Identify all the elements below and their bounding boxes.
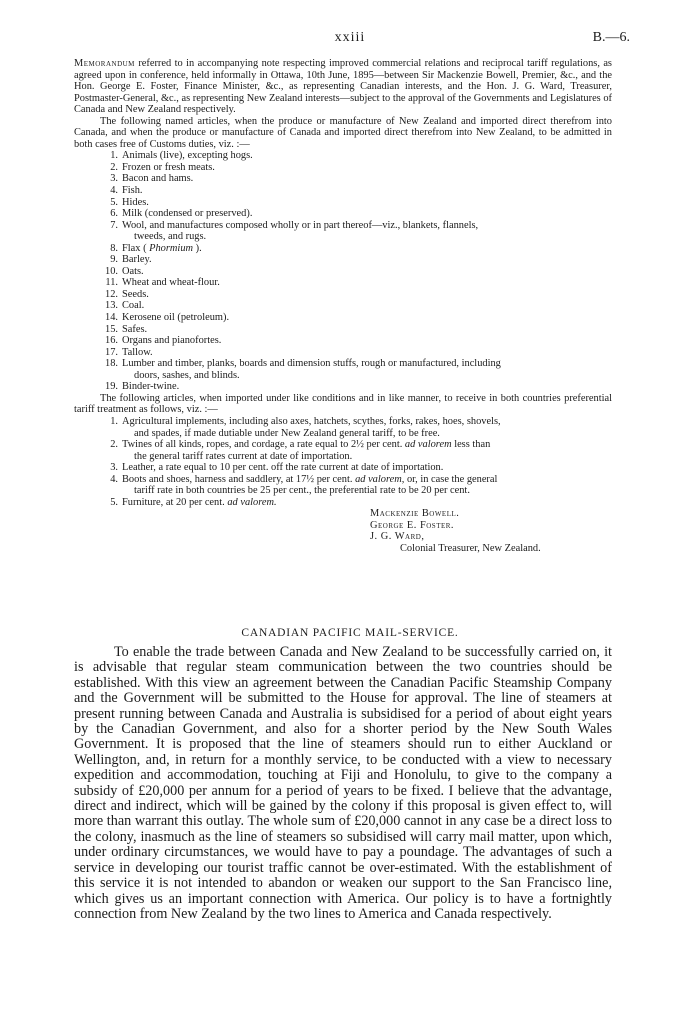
signature-ward: J. G. Ward, xyxy=(370,531,425,543)
signature-title: Colonial Treasurer, New Zealand. xyxy=(400,542,541,554)
free-item xyxy=(74,300,612,312)
item-text: Lumber and timber, planks, boards and dimension stuffs, rough or manufactured, including xyxy=(122,358,501,370)
free-item xyxy=(74,254,612,266)
item-italic-text: ad valorem. xyxy=(227,496,277,508)
item-text: Wheat and wheat-flour. xyxy=(122,277,220,289)
free-item xyxy=(74,347,612,359)
document-reference: B.—6. xyxy=(592,30,630,45)
item-number: 19. xyxy=(105,381,118,393)
signature-foster: George E. Foster. xyxy=(370,519,455,531)
pref-item xyxy=(74,416,612,439)
item-text: Milk (condensed or preserved). xyxy=(122,208,253,220)
item-number: 2. xyxy=(110,161,118,173)
item-text: Furniture, at 20 per cent. xyxy=(122,496,225,508)
free-item xyxy=(74,173,612,185)
item-text: Coal. xyxy=(122,300,145,312)
item-number: 9. xyxy=(110,254,118,266)
item-continuation: and spades, if made dutiable under New Zealand general tariff, to be free. xyxy=(134,427,440,439)
item-text: Flax ( xyxy=(122,242,147,254)
item-number: 7. xyxy=(110,219,118,231)
item-text: Barley. xyxy=(122,254,152,266)
item-text: Animals (live), excepting hogs. xyxy=(122,150,253,162)
item-number: 14. xyxy=(105,312,118,324)
free-item xyxy=(74,162,612,174)
item-text: Leather, a rate equal to 10 per cent. off the rate current at date of importation. xyxy=(122,462,444,474)
item-text-after: ). xyxy=(195,242,202,254)
item-number: 17. xyxy=(105,346,118,358)
item-text: Fish. xyxy=(122,185,143,197)
item-number: 5. xyxy=(110,496,118,508)
item-text: Wool, and manufactures composed wholly or in part thereof—viz., blankets, flannels, xyxy=(122,219,479,231)
free-item xyxy=(74,277,612,289)
item-text: Boots and shoes, harness and saddlery, at 17½ per cent. xyxy=(122,473,353,485)
signatures xyxy=(370,508,612,554)
item-number: 4. xyxy=(110,185,118,197)
free-item xyxy=(74,243,612,255)
free-item xyxy=(74,381,612,393)
signature-bowell: Mackenzie Bowell. xyxy=(370,508,460,520)
section-paragraph: To enable the trade between Canada and New Zealand to be successfully carried on, it is advisable that regular steam communication between the two countries should be established. With this view an agreement between the Canadian Pacific Steamship Company and the Government will be submitted to the House for approval. The line of steamers at present running between Canada and Australia is subsidised for a period of about eight years by the Canadian Government, and also for a shorter period by the New South Wales Government. It is proposed that the line of steamers should run to either Auckland or Wellington, and, in return for a monthly service, to be conducted with a view to necessary expedition and accommodation, touching at Fiji and Honolulu, to give to the company a subsidy of £20,000 per annum for a period of years to be fixed. I believe that the advantage, direct and indirect, which will be gained by the colony if this proposal is given effect to, will more than warrant this outlay. The whole sum of £20,000 cannot in any case be a direct loss to the colony, inasmuch as the line of steamers so subsidised will carry mail matter, upon which, under ordinary circumstances, we would have to pay a poundage. The advantages of such a service in developing our tourist traffic cannot be over-estimated. With the establishment of this service it is not intended to abandon or weaken our support to the San Francisco line, which gives us an important connection with America. Our policy is to have a fortnightly connection from New Zealand by the two lines to America and Canada respectively. xyxy=(74,644,612,922)
free-item xyxy=(74,220,612,243)
preferential-articles-list xyxy=(74,416,612,508)
free-item xyxy=(74,335,612,347)
free-item xyxy=(74,324,612,336)
item-number: 8. xyxy=(110,242,118,254)
item-text: Organs and pianofortes. xyxy=(122,335,222,347)
item-number: 1. xyxy=(110,150,118,162)
item-number: 2. xyxy=(110,439,118,451)
item-text: Kerosene oil (petroleum). xyxy=(122,312,230,324)
item-text: Tallow. xyxy=(122,346,153,358)
item-text: Binder-twine. xyxy=(122,381,180,393)
item-number: 6. xyxy=(110,208,118,220)
item-number: 1. xyxy=(110,415,118,427)
item-number: 11. xyxy=(105,277,118,289)
free-item xyxy=(74,312,612,324)
item-continuation: the general tariff rates current at date of importation. xyxy=(134,450,353,462)
item-text-after: or, in case the general xyxy=(406,473,498,485)
page-number: xxiii xyxy=(334,30,366,45)
item-number: 16. xyxy=(105,335,118,347)
memorandum-intro xyxy=(74,58,612,116)
item-number: 12. xyxy=(105,288,118,300)
free-item xyxy=(74,197,612,209)
free-item xyxy=(74,289,612,301)
item-number: 3. xyxy=(110,173,118,185)
item-number: 3. xyxy=(110,462,118,474)
item-italic-text: ad valorem, xyxy=(355,473,405,485)
item-text-after: less than xyxy=(454,439,491,451)
preferential-articles-intro: The following articles, when imported under like conditions and in like manner, to receive in both countries preferential tariff treatment as follows, viz. :— xyxy=(74,392,612,416)
item-text: Bacon and hams. xyxy=(122,173,194,185)
item-number: 18. xyxy=(105,358,118,370)
section-title: CANADIAN PACIFIC MAIL-SERVICE. xyxy=(241,627,459,639)
free-articles-intro: The following named articles, when the produce or manufacture of New Zealand and imported direct therefrom into Canada, and when the produce or manufacture of Canada and imported direct therefrom into New Zealand, to be admitted in both cases free of Customs duties, viz. :— xyxy=(74,115,612,150)
pref-item xyxy=(74,462,612,474)
item-text: Oats. xyxy=(122,265,144,277)
item-number: 13. xyxy=(105,300,118,312)
item-number: 15. xyxy=(105,323,118,335)
free-item xyxy=(74,185,612,197)
item-continuation: tariff rate in both countries be 25 per cent., the preferential rate to be 20 per cent. xyxy=(134,485,470,497)
item-text: Safes. xyxy=(122,323,148,335)
pref-item xyxy=(74,439,612,462)
item-number: 10. xyxy=(105,265,118,277)
item-continuation: tweeds, and rugs. xyxy=(134,231,207,243)
pref-item xyxy=(74,497,612,509)
item-italic-text: Phormium xyxy=(149,242,194,254)
item-continuation: doors, sashes, and blinds. xyxy=(134,369,240,381)
free-articles-list xyxy=(74,150,612,392)
item-text: Frozen or fresh meats. xyxy=(122,161,215,173)
free-item xyxy=(74,208,612,220)
item-text: Twines of all kinds, ropes, and cordage, a rate equal to 2½ per cent. xyxy=(122,439,403,451)
memorandum-lead-word: Memorandum xyxy=(74,58,135,69)
item-text: Hides. xyxy=(122,196,149,208)
memorandum xyxy=(74,58,612,555)
free-item xyxy=(74,266,612,278)
pref-item xyxy=(74,474,612,497)
item-text: Agricultural implements, including also axes, hatchets, scythes, forks, rakes, hoes, shovels, xyxy=(122,415,501,427)
item-number: 5. xyxy=(110,196,118,208)
free-item xyxy=(74,150,612,162)
memorandum-intro-text: referred to in accompanying note respecting improved commercial relations and reciprocal tariff regulations, as agreed upon in conference, held informally in Ottawa, 10th June, 1895—between Sir Mackenzie Bowell, Premier, &c., and the Hon. George E. Foster, Finance Minister, &c., as representing Canadian interests, and the Hon. J. G. Ward, Treasurer, Postmaster-General, &c., as representing New Zealand interests—subject to the approval of the Governments and Legislatures of Canada and New Zealand respectively. xyxy=(74,58,612,116)
item-number: 4. xyxy=(110,473,118,485)
item-italic-text: ad valorem xyxy=(404,439,452,451)
item-text: Seeds. xyxy=(122,288,149,300)
free-item xyxy=(74,358,612,381)
